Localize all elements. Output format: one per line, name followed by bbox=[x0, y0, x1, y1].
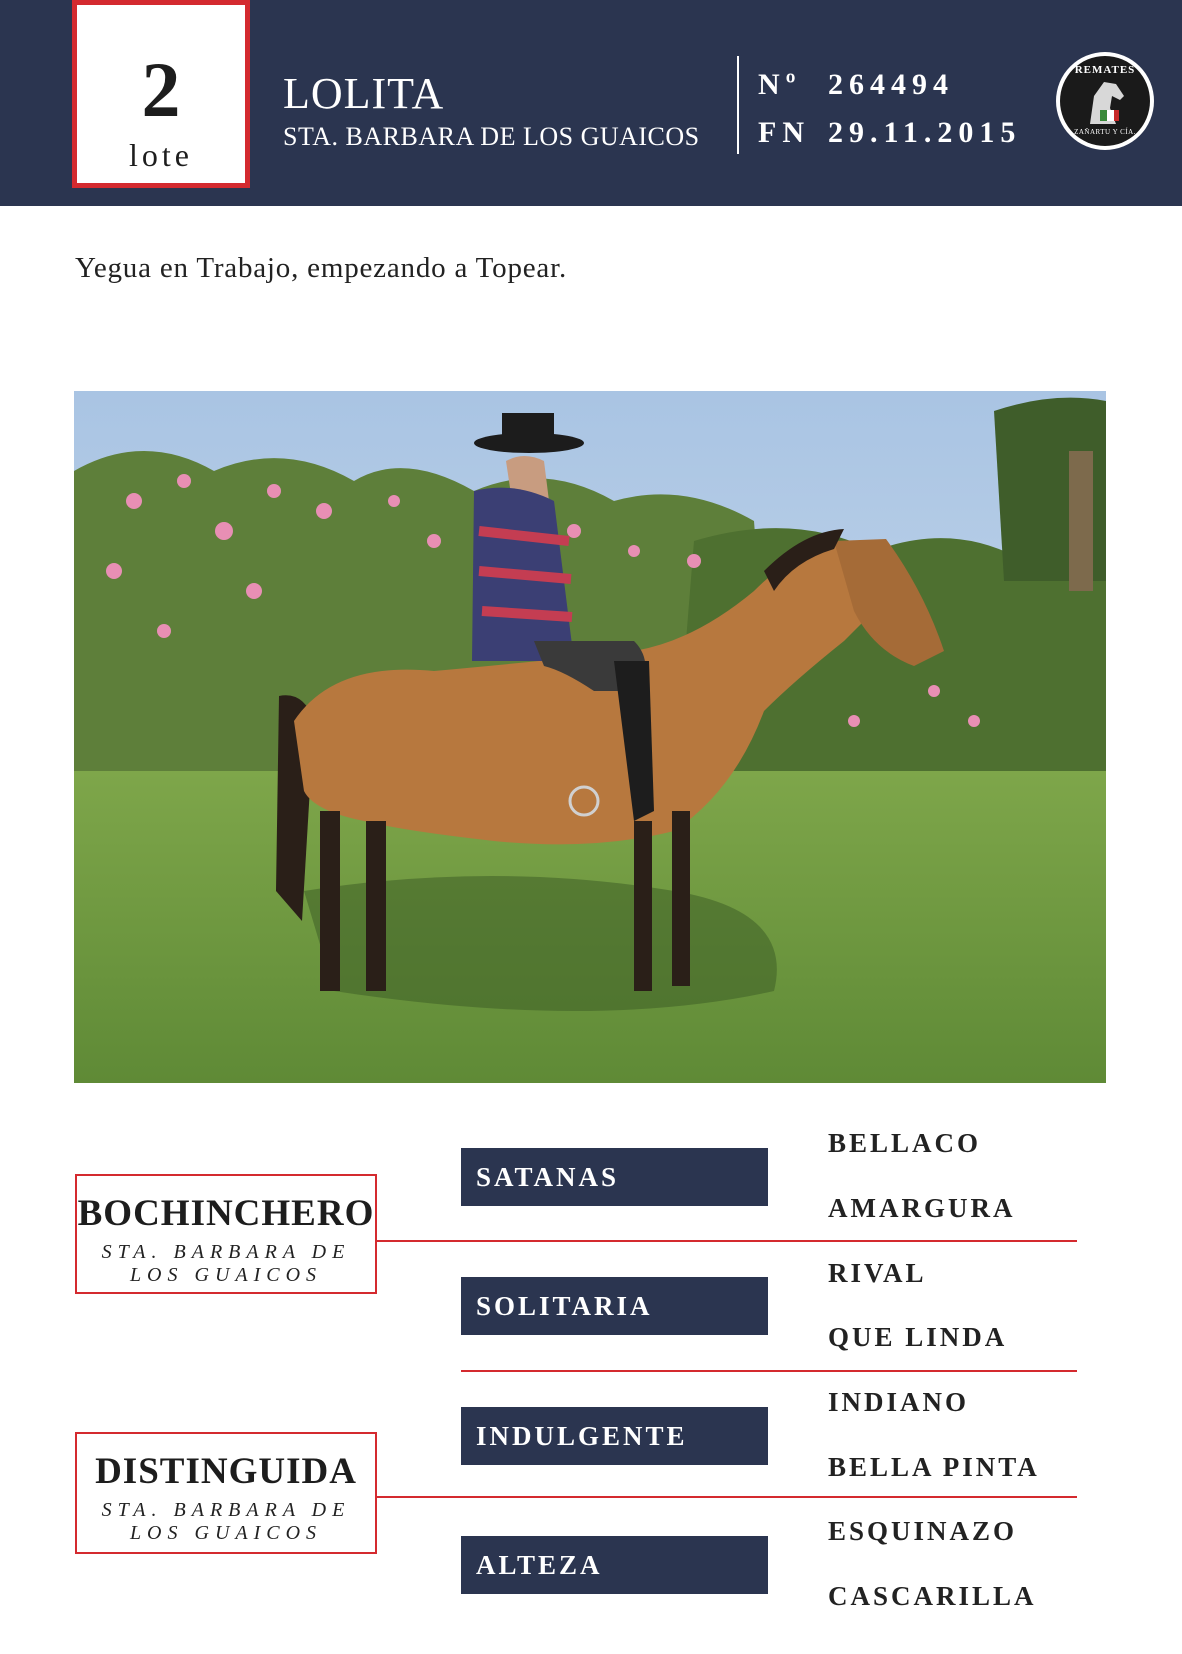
great-grandparent-amargura: AMARGURA bbox=[828, 1193, 1016, 1223]
header-divider bbox=[737, 56, 739, 154]
dam-name: DISTINGUIDA bbox=[95, 1451, 357, 1492]
lot-badge bbox=[72, 0, 250, 188]
registration-label: Nº bbox=[758, 68, 802, 101]
header-bar bbox=[0, 0, 1182, 206]
horse-breeder: STA. BARBARA DE LOS GUAICOS bbox=[283, 122, 700, 151]
horse-description: Yegua en Trabajo, empezando a Topear. bbox=[75, 252, 568, 284]
sire-name: BOCHINCHERO bbox=[77, 1193, 375, 1234]
horse-photo bbox=[74, 391, 1106, 1083]
dam-box bbox=[75, 1432, 377, 1554]
birth-date-row bbox=[758, 116, 1021, 150]
great-grandparent-que-linda: QUE LINDA bbox=[828, 1322, 1008, 1352]
grandparent-solitaria: SOLITARIA bbox=[461, 1277, 768, 1335]
great-grandparent-esquinazo: ESQUINAZO bbox=[828, 1516, 1018, 1546]
registration-number: 264494 bbox=[828, 68, 954, 101]
registration-row bbox=[758, 68, 954, 102]
grandparent-indulgente: INDULGENTE bbox=[461, 1407, 768, 1465]
pedigree-line-dam bbox=[377, 1496, 1077, 1498]
birth-date-label: FN bbox=[758, 116, 810, 149]
lot-label: lote bbox=[129, 137, 193, 173]
sire-box bbox=[75, 1174, 377, 1294]
great-grandparent-cascarilla: CASCARILLA bbox=[828, 1581, 1037, 1611]
horse-name: LOLITA bbox=[283, 69, 445, 118]
pedigree-line-middle bbox=[461, 1370, 1077, 1372]
great-grandparent-bella-pinta: BELLA PINTA bbox=[828, 1452, 1040, 1482]
great-grandparent-indiano: INDIANO bbox=[828, 1387, 970, 1417]
great-grandparent-rival: RIVAL bbox=[828, 1258, 927, 1288]
birth-date: 29.11.2015 bbox=[828, 116, 1022, 149]
great-grandparent-bellaco: BELLACO bbox=[828, 1128, 982, 1158]
logo-text-bottom: ZAÑARTU Y CÍA. bbox=[1074, 128, 1136, 136]
dam-breeder: STA. BARBARA DE LOS GUAICOS bbox=[101, 1499, 351, 1544]
remates-logo bbox=[1056, 52, 1154, 150]
logo-text-top: REMATES bbox=[1074, 64, 1136, 76]
lot-number: 2 bbox=[141, 46, 181, 133]
pedigree-line-sire bbox=[377, 1240, 1077, 1242]
sire-breeder: STA. BARBARA DE LOS GUAICOS bbox=[101, 1241, 351, 1286]
grandparent-alteza: ALTEZA bbox=[461, 1536, 768, 1594]
grandparent-satanas: SATANAS bbox=[461, 1148, 768, 1206]
